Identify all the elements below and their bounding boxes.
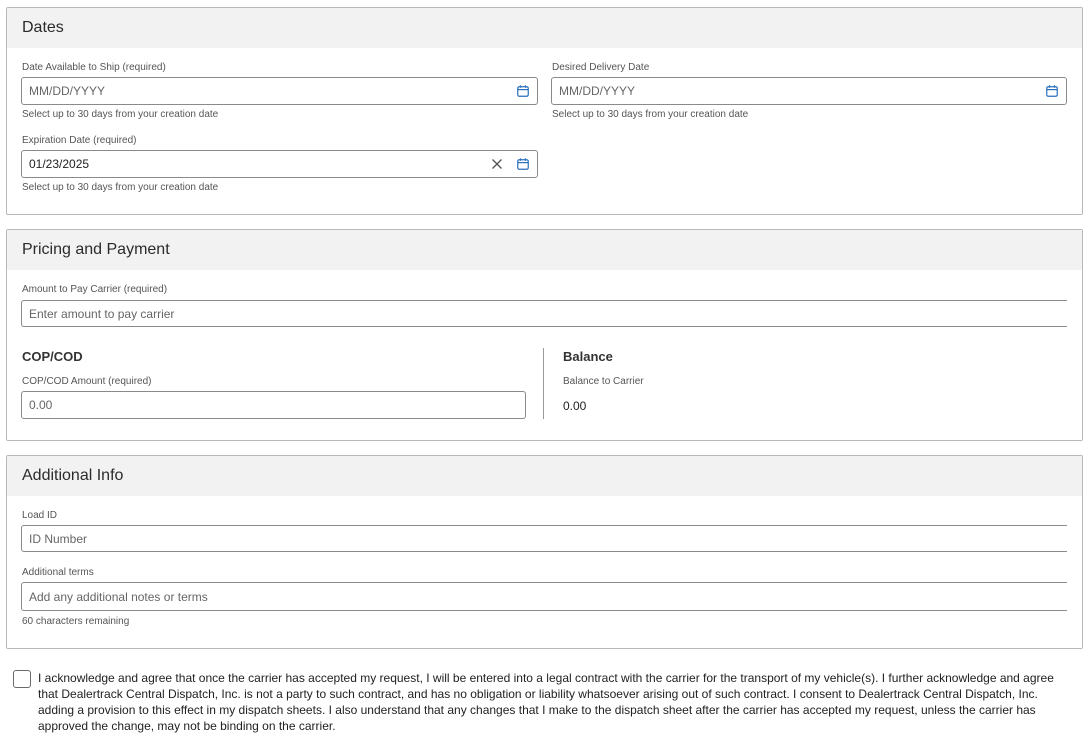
ship-date-input[interactable]	[21, 77, 538, 105]
expiration-date-label: Expiration Date (required)	[22, 135, 137, 146]
delivery-date-placeholder: MM/DD/YYYY	[559, 84, 636, 98]
ship-date-label: Date Available to Ship (required)	[22, 62, 166, 73]
dates-header	[7, 8, 1082, 48]
expiration-date-hint: Select up to 30 days from your creation date	[22, 182, 219, 193]
acknowledgement	[13, 670, 1073, 734]
calendar-icon[interactable]	[517, 158, 529, 170]
additional-header	[7, 456, 1082, 496]
pricing-title: Pricing and Payment	[22, 241, 170, 258]
calendar-icon[interactable]	[517, 85, 529, 97]
amount-placeholder: Enter amount to pay carrier	[29, 306, 175, 321]
cop-cod-label: COP/COD Amount (required)	[22, 376, 152, 387]
cop-cod-title: COP/COD	[22, 349, 83, 364]
delivery-date-hint: Select up to 30 days from your creation date	[552, 109, 749, 120]
ship-date-placeholder: MM/DD/YYYY	[29, 84, 106, 98]
balance-value: 0.00	[563, 399, 587, 413]
close-icon[interactable]	[491, 158, 503, 170]
terms-hint: 60 characters remaining	[22, 616, 130, 627]
pricing-divider	[543, 348, 544, 419]
expiration-date-input[interactable]	[21, 150, 538, 178]
terms-input[interactable]	[21, 582, 1067, 611]
expiration-date-value: 01/23/2025	[29, 157, 90, 171]
cop-cod-input[interactable]	[21, 391, 526, 419]
balance-title: Balance	[563, 349, 613, 364]
acknowledgement-text: I acknowledge and agree that once the carrier has accepted my request, I will be entered into a legal contract with the carrier for the transport of my vehicle(s). I further acknowledge and agree that Dealertrack Central Dispatch, Inc. is not a party to such contract, and has no obligation or liability whatsoever arising out of such contract. I consent to Dealertrack Central Dispatch, Inc. adding a provision to this effect in my dispatch sheets. I also understand that any changes that I make to the dispatch sheet after the carrier has accepted my request, unless the carrier has approved the change, may not be binding on the carrier.	[38, 671, 1054, 733]
acknowledgement-checkbox[interactable]	[13, 670, 31, 688]
load-id-placeholder: ID Number	[29, 531, 88, 546]
amount-input[interactable]	[21, 300, 1067, 327]
dates-title: Dates	[22, 19, 64, 36]
delivery-date-label: Desired Delivery Date	[552, 62, 650, 73]
calendar-icon[interactable]	[1046, 85, 1058, 97]
pricing-header	[7, 230, 1082, 270]
ship-date-hint: Select up to 30 days from your creation date	[22, 109, 219, 120]
additional-title: Additional Info	[22, 467, 124, 484]
delivery-date-input[interactable]	[551, 77, 1067, 105]
cop-cod-placeholder: 0.00	[29, 398, 53, 412]
load-id-label: Load ID	[22, 510, 58, 521]
amount-label: Amount to Pay Carrier (required)	[22, 284, 168, 295]
terms-placeholder: Add any additional notes or terms	[29, 589, 208, 604]
balance-label: Balance to Carrier	[563, 376, 644, 387]
terms-label: Additional terms	[22, 567, 94, 578]
load-id-input[interactable]	[21, 525, 1067, 552]
additional-section	[6, 455, 1083, 649]
